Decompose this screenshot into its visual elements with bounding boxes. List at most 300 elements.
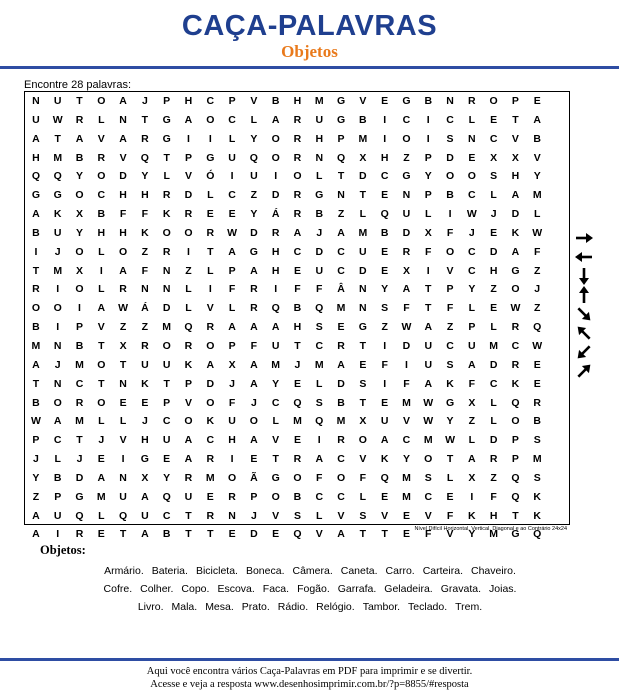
grid-cell[interactable]: M — [489, 339, 498, 352]
grid-cell[interactable]: A — [250, 321, 258, 334]
grid-cell[interactable]: A — [511, 245, 520, 258]
grid-cell[interactable]: L — [228, 132, 236, 145]
grid-cell[interactable]: Y — [424, 170, 432, 183]
grid-cell[interactable]: A — [250, 377, 258, 390]
grid-cell[interactable]: N — [162, 283, 171, 296]
grid-cell[interactable]: V — [533, 151, 541, 164]
grid-cell[interactable]: V — [359, 453, 367, 466]
grid-cell[interactable]: A — [206, 358, 215, 371]
grid-cell[interactable]: A — [32, 132, 40, 145]
grid-cell[interactable]: S — [315, 321, 323, 334]
grid-cell[interactable]: Y — [468, 528, 476, 541]
grid-cell[interactable]: K — [53, 208, 62, 221]
grid-cell[interactable]: A — [32, 509, 40, 522]
grid-cell[interactable]: E — [490, 226, 498, 239]
grid-cell[interactable]: W — [52, 113, 63, 126]
grid-cell[interactable]: T — [446, 453, 454, 466]
grid-cell[interactable]: O — [162, 339, 171, 352]
grid-cell[interactable]: K — [468, 509, 476, 522]
grid-cell[interactable]: I — [470, 490, 474, 503]
grid-cell[interactable]: R — [184, 208, 193, 221]
grid-cell[interactable]: W — [227, 226, 238, 239]
grid-cell[interactable]: T — [207, 528, 214, 541]
grid-cell[interactable]: C — [402, 113, 411, 126]
grid-cell[interactable]: K — [206, 415, 215, 428]
grid-cell[interactable]: H — [119, 226, 127, 239]
grid-cell[interactable]: R — [293, 132, 302, 145]
grid-cell[interactable]: L — [359, 208, 367, 221]
grid-cell[interactable]: Q — [119, 509, 128, 522]
grid-cell[interactable]: G — [445, 396, 455, 409]
grid-cell[interactable]: H — [315, 132, 324, 145]
grid-cell[interactable]: O — [424, 453, 433, 466]
grid-cell[interactable]: I — [383, 377, 387, 390]
grid-cell[interactable]: R — [337, 339, 345, 352]
grid-cell[interactable]: P — [184, 151, 192, 164]
grid-cell[interactable]: I — [34, 245, 38, 258]
grid-cell[interactable]: Y — [446, 415, 454, 428]
grid-cell[interactable]: P — [54, 490, 62, 503]
grid-cell[interactable]: V — [402, 415, 410, 428]
grid-cell[interactable]: P — [228, 339, 236, 352]
grid-cell[interactable]: A — [184, 113, 193, 126]
grid-cell[interactable]: K — [533, 490, 542, 503]
grid-cell[interactable]: F — [534, 245, 541, 258]
grid-cell[interactable]: I — [448, 208, 452, 221]
grid-cell[interactable]: M — [53, 264, 63, 277]
grid-cell[interactable]: D — [359, 264, 367, 277]
grid-cell[interactable]: C — [162, 415, 171, 428]
grid-cell[interactable]: Ã — [250, 471, 258, 484]
grid-cell[interactable]: O — [119, 245, 128, 258]
grid-cell[interactable]: S — [446, 132, 454, 145]
grid-cell[interactable]: T — [272, 453, 279, 466]
grid-cell[interactable]: A — [32, 358, 40, 371]
grid-cell[interactable]: A — [337, 226, 345, 239]
grid-cell[interactable]: I — [78, 302, 81, 315]
grid-cell[interactable]: L — [228, 302, 236, 315]
grid-cell[interactable]: N — [337, 189, 345, 202]
grid-cell[interactable]: I — [230, 453, 234, 466]
grid-cell[interactable]: A — [141, 528, 149, 541]
grid-cell[interactable]: P — [468, 321, 476, 334]
grid-cell[interactable]: V — [97, 321, 105, 334]
grid-cell[interactable]: R — [293, 113, 302, 126]
grid-cell[interactable]: G — [249, 245, 258, 258]
grid-cell[interactable]: U — [119, 490, 127, 503]
grid-cell[interactable]: A — [293, 226, 302, 239]
grid-cell[interactable]: S — [533, 471, 541, 484]
grid-cell[interactable]: E — [381, 245, 389, 258]
grid-cell[interactable]: D — [184, 189, 193, 202]
grid-cell[interactable]: X — [75, 264, 83, 277]
grid-cell[interactable]: M — [53, 151, 63, 164]
grid-cell[interactable]: E — [97, 528, 105, 541]
grid-cell[interactable]: R — [533, 396, 542, 409]
grid-cell[interactable]: T — [512, 509, 519, 522]
grid-cell[interactable]: T — [381, 528, 388, 541]
grid-cell[interactable]: Q — [380, 208, 389, 221]
grid-cell[interactable]: L — [316, 377, 323, 390]
grid-cell[interactable]: V — [184, 396, 192, 409]
grid-cell[interactable]: E — [141, 396, 149, 409]
grid-cell[interactable]: W — [423, 396, 434, 409]
grid-cell[interactable]: L — [98, 283, 105, 296]
grid-cell[interactable]: E — [293, 434, 301, 447]
grid-cell[interactable]: U — [271, 339, 280, 352]
grid-cell[interactable]: O — [97, 170, 106, 183]
grid-cell[interactable]: J — [490, 208, 497, 221]
grid-cell[interactable]: M — [402, 471, 411, 484]
grid-cell[interactable]: X — [468, 396, 476, 409]
grid-cell[interactable]: U — [53, 509, 62, 522]
grid-cell[interactable]: A — [184, 453, 193, 466]
grid-cell[interactable]: N — [32, 95, 40, 107]
grid-cell[interactable]: O — [489, 95, 498, 107]
grid-cell[interactable]: M — [293, 415, 302, 428]
grid-cell[interactable]: L — [490, 189, 497, 202]
grid-cell[interactable]: G — [358, 321, 367, 334]
grid-cell[interactable]: D — [337, 377, 345, 390]
grid-cell[interactable]: I — [99, 264, 103, 277]
grid-cell[interactable]: Á — [271, 208, 280, 221]
grid-cell[interactable]: X — [141, 471, 149, 484]
grid-cell[interactable]: S — [293, 509, 301, 522]
grid-cell[interactable]: Q — [249, 151, 258, 164]
grid-cell[interactable]: P — [511, 453, 519, 466]
grid-cell[interactable]: B — [424, 95, 433, 107]
grid-cell[interactable]: Z — [337, 208, 345, 221]
grid-cell[interactable]: E — [381, 264, 389, 277]
grid-cell[interactable]: H — [380, 151, 389, 164]
grid-cell[interactable]: E — [359, 358, 367, 371]
grid-cell[interactable]: M — [96, 490, 106, 503]
grid-cell[interactable]: N — [359, 283, 367, 296]
grid-cell[interactable]: T — [163, 151, 170, 164]
grid-cell[interactable]: V — [250, 95, 258, 107]
grid-cell[interactable]: M — [162, 321, 172, 334]
grid-cell[interactable]: C — [511, 339, 520, 352]
grid-cell[interactable]: E — [381, 95, 389, 107]
grid-cell[interactable]: Z — [403, 151, 410, 164]
grid-cell[interactable]: L — [490, 396, 497, 409]
grid-cell[interactable]: R — [75, 396, 84, 409]
grid-cell[interactable]: G — [31, 189, 40, 202]
grid-cell[interactable]: R — [293, 453, 302, 466]
grid-cell[interactable]: A — [250, 358, 258, 371]
grid-cell[interactable]: N — [53, 377, 62, 390]
grid-cell[interactable]: A — [315, 453, 324, 466]
grid-cell[interactable]: D — [402, 226, 411, 239]
grid-cell[interactable]: J — [141, 415, 148, 428]
grid-cell[interactable]: C — [337, 264, 345, 277]
grid-cell[interactable]: F — [446, 302, 454, 315]
grid-cell[interactable]: P — [163, 95, 171, 107]
grid-cell[interactable]: I — [56, 321, 60, 334]
grid-cell[interactable]: V — [511, 132, 519, 145]
grid-cell[interactable]: Y — [402, 453, 410, 466]
grid-cell[interactable]: I — [383, 132, 387, 145]
grid-cell[interactable]: E — [533, 377, 541, 390]
grid-cell[interactable]: V — [119, 434, 127, 447]
grid-cell[interactable]: H — [184, 95, 193, 107]
grid-cell[interactable]: T — [359, 339, 367, 352]
grid-cell[interactable]: G — [402, 95, 411, 107]
grid-cell[interactable]: J — [76, 453, 83, 466]
grid-cell[interactable]: B — [337, 396, 345, 409]
grid-cell[interactable]: A — [228, 321, 236, 334]
grid-cell[interactable]: A — [53, 415, 62, 428]
grid-cell[interactable]: Y — [75, 226, 83, 239]
grid-cell[interactable]: M — [423, 434, 433, 447]
grid-cell[interactable]: E — [163, 453, 171, 466]
grid-cell[interactable]: H — [293, 95, 302, 107]
grid-cell[interactable]: I — [56, 283, 60, 296]
grid-cell[interactable]: U — [359, 245, 367, 258]
grid-cell[interactable]: O — [293, 471, 302, 484]
grid-cell[interactable]: F — [446, 509, 454, 522]
grid-cell[interactable]: O — [271, 490, 280, 503]
grid-cell[interactable]: E — [533, 358, 541, 371]
grid-cell[interactable]: A — [228, 245, 236, 258]
grid-cell[interactable]: R — [206, 453, 215, 466]
grid-cell[interactable]: R — [32, 283, 40, 296]
grid-cell[interactable]: V — [359, 95, 367, 107]
grid-cell[interactable]: H — [489, 509, 498, 522]
grid-cell[interactable]: I — [121, 453, 125, 466]
grid-cell[interactable]: L — [446, 471, 454, 484]
grid-cell[interactable]: Q — [315, 415, 324, 428]
grid-cell[interactable]: O — [53, 396, 62, 409]
grid-cell[interactable]: M — [532, 453, 542, 466]
grid-cell[interactable]: F — [403, 377, 410, 390]
grid-cell[interactable]: A — [97, 302, 106, 315]
grid-cell[interactable]: J — [54, 358, 61, 371]
grid-cell[interactable]: E — [490, 302, 498, 315]
grid-cell[interactable]: Q — [511, 490, 520, 503]
grid-cell[interactable]: B — [533, 132, 542, 145]
grid-cell[interactable]: I — [187, 245, 190, 258]
grid-cell[interactable]: L — [250, 113, 258, 126]
grid-cell[interactable]: B — [32, 226, 40, 239]
grid-cell[interactable]: Z — [141, 321, 149, 334]
grid-cell[interactable]: R — [206, 321, 215, 334]
grid-cell[interactable]: R — [250, 283, 258, 296]
grid-cell[interactable]: O — [206, 113, 215, 126]
grid-cell[interactable]: F — [381, 358, 388, 371]
grid-cell[interactable]: B — [533, 415, 542, 428]
grid-cell[interactable]: I — [426, 113, 430, 126]
grid-cell[interactable]: E — [250, 453, 258, 466]
grid-cell[interactable]: D — [489, 358, 498, 371]
grid-cell[interactable]: F — [316, 283, 323, 296]
grid-cell[interactable]: C — [97, 189, 106, 202]
grid-cell[interactable]: C — [206, 95, 215, 107]
grid-cell[interactable]: G — [271, 471, 280, 484]
grid-cell[interactable]: V — [119, 151, 127, 164]
grid-cell[interactable]: A — [184, 434, 193, 447]
grid-cell[interactable]: Y — [468, 283, 476, 296]
grid-cell[interactable]: L — [98, 245, 105, 258]
grid-cell[interactable]: U — [380, 415, 389, 428]
grid-cell[interactable]: U — [53, 95, 62, 107]
grid-cell[interactable]: A — [402, 283, 411, 296]
grid-cell[interactable]: O — [445, 170, 455, 183]
grid-cell[interactable]: E — [337, 321, 345, 334]
grid-cell[interactable]: O — [336, 471, 346, 484]
grid-cell[interactable]: H — [141, 189, 149, 202]
grid-cell[interactable]: U — [53, 226, 62, 239]
grid-cell[interactable]: U — [315, 113, 324, 126]
grid-cell[interactable]: Q — [533, 321, 542, 334]
grid-cell[interactable]: E — [119, 396, 127, 409]
grid-cell[interactable]: V — [381, 509, 389, 522]
grid-cell[interactable]: M — [75, 358, 84, 371]
grid-cell[interactable]: R — [337, 434, 345, 447]
grid-cell[interactable]: M — [402, 490, 411, 503]
grid-cell[interactable]: S — [381, 302, 389, 315]
grid-cell[interactable]: V — [446, 264, 454, 277]
grid-cell[interactable]: T — [359, 189, 367, 202]
grid-cell[interactable]: K — [533, 509, 542, 522]
grid-cell[interactable]: L — [54, 453, 61, 466]
grid-cell[interactable]: J — [250, 509, 257, 522]
grid-cell[interactable]: C — [337, 490, 345, 503]
grid-cell[interactable]: L — [468, 113, 476, 126]
grid-cell[interactable]: Y — [75, 170, 83, 183]
grid-cell[interactable]: Y — [163, 471, 171, 484]
grid-cell[interactable]: R — [75, 528, 84, 541]
grid-cell[interactable]: A — [97, 471, 106, 484]
grid-cell[interactable]: L — [98, 509, 105, 522]
grid-cell[interactable]: A — [424, 377, 433, 390]
grid-cell[interactable]: Â — [337, 283, 345, 296]
grid-cell[interactable]: E — [490, 113, 498, 126]
grid-cell[interactable]: T — [163, 377, 170, 390]
grid-cell[interactable]: P — [446, 283, 454, 296]
grid-cell[interactable]: A — [141, 490, 149, 503]
grid-cell[interactable]: F — [250, 339, 258, 352]
grid-cell[interactable]: F — [316, 471, 323, 484]
grid-cell[interactable]: H — [119, 189, 127, 202]
grid-cell[interactable]: C — [489, 377, 498, 390]
grid-cell[interactable]: J — [250, 396, 257, 409]
grid-cell[interactable]: I — [230, 170, 234, 183]
grid-cell[interactable]: B — [53, 471, 62, 484]
grid-cell[interactable]: D — [402, 339, 411, 352]
grid-cell[interactable]: L — [207, 264, 214, 277]
grid-cell[interactable]: A — [533, 113, 542, 126]
grid-cell[interactable]: Q — [336, 151, 346, 164]
grid-cell[interactable]: D — [206, 377, 215, 390]
grid-cell[interactable]: T — [76, 434, 83, 447]
grid-cell[interactable]: Z — [141, 245, 149, 258]
grid-cell[interactable]: F — [359, 471, 367, 484]
grid-cell[interactable]: C — [380, 170, 389, 183]
grid-cell[interactable]: D — [119, 170, 127, 183]
grid-cell[interactable]: A — [424, 321, 433, 334]
grid-cell[interactable]: D — [315, 245, 324, 258]
grid-cell[interactable]: X — [75, 208, 83, 221]
grid-cell[interactable]: B — [315, 208, 324, 221]
grid-cell[interactable]: S — [490, 170, 498, 183]
grid-cell[interactable]: M — [336, 415, 346, 428]
grid-cell[interactable]: S — [533, 434, 541, 447]
grid-cell[interactable]: C — [228, 113, 236, 126]
grid-cell[interactable]: K — [141, 377, 149, 390]
grid-cell[interactable]: A — [32, 208, 40, 221]
grid-cell[interactable]: U — [468, 339, 476, 352]
grid-cell[interactable]: R — [141, 339, 149, 352]
grid-cell[interactable]: D — [271, 189, 280, 202]
grid-cell[interactable]: C — [337, 245, 345, 258]
grid-cell[interactable]: E — [293, 264, 301, 277]
grid-cell[interactable]: E — [293, 377, 301, 390]
grid-cell[interactable]: I — [208, 132, 212, 145]
grid-cell[interactable]: T — [185, 509, 192, 522]
grid-cell[interactable]: R — [293, 189, 302, 202]
grid-cell[interactable]: C — [446, 339, 454, 352]
grid-cell[interactable]: M — [31, 339, 41, 352]
grid-cell[interactable]: Y — [533, 170, 541, 183]
grid-cell[interactable]: L — [207, 189, 214, 202]
grid-cell[interactable]: L — [316, 170, 323, 183]
grid-cell[interactable]: E — [468, 151, 476, 164]
grid-cell[interactable]: T — [207, 245, 214, 258]
grid-cell[interactable]: N — [468, 132, 476, 145]
grid-cell[interactable]: T — [119, 358, 127, 371]
grid-cell[interactable]: A — [271, 321, 280, 334]
grid-cell[interactable]: Z — [468, 415, 476, 428]
grid-cell[interactable]: C — [424, 490, 433, 503]
grid-cell[interactable]: O — [75, 189, 84, 202]
grid-cell[interactable]: J — [54, 245, 61, 258]
grid-cell[interactable]: O — [511, 283, 520, 296]
grid-cell[interactable]: X — [468, 471, 476, 484]
grid-cell[interactable]: T — [76, 95, 83, 107]
grid-cell[interactable]: R — [141, 132, 149, 145]
grid-cell[interactable]: O — [206, 339, 215, 352]
grid-cell[interactable]: F — [490, 490, 497, 503]
grid-cell[interactable]: K — [446, 377, 454, 390]
grid-cell[interactable]: C — [337, 453, 345, 466]
grid-cell[interactable]: P — [228, 264, 236, 277]
grid-cell[interactable]: Q — [533, 528, 542, 541]
grid-cell[interactable]: I — [383, 339, 387, 352]
grid-cell[interactable]: L — [468, 434, 476, 447]
grid-cell[interactable]: H — [489, 264, 498, 277]
grid-cell[interactable]: T — [185, 528, 192, 541]
grid-cell[interactable]: F — [425, 528, 432, 541]
grid-cell[interactable]: W — [466, 208, 477, 221]
grid-cell[interactable]: E — [272, 528, 280, 541]
grid-cell[interactable]: C — [271, 396, 280, 409]
grid-cell[interactable]: L — [490, 321, 497, 334]
grid-cell[interactable]: Z — [381, 321, 388, 334]
grid-cell[interactable]: K — [184, 358, 193, 371]
grid-cell[interactable]: O — [467, 170, 476, 183]
grid-cell[interactable]: C — [53, 434, 62, 447]
grid-cell[interactable]: Z — [490, 471, 497, 484]
grid-cell[interactable]: C — [489, 132, 498, 145]
grid-cell[interactable]: R — [97, 151, 106, 164]
grid-cell[interactable]: N — [402, 189, 411, 202]
grid-cell[interactable]: O — [227, 471, 237, 484]
grid-cell[interactable]: F — [119, 208, 127, 221]
grid-cell[interactable]: B — [32, 321, 40, 334]
grid-cell[interactable]: Ó — [206, 170, 215, 183]
grid-cell[interactable]: O — [31, 302, 40, 315]
